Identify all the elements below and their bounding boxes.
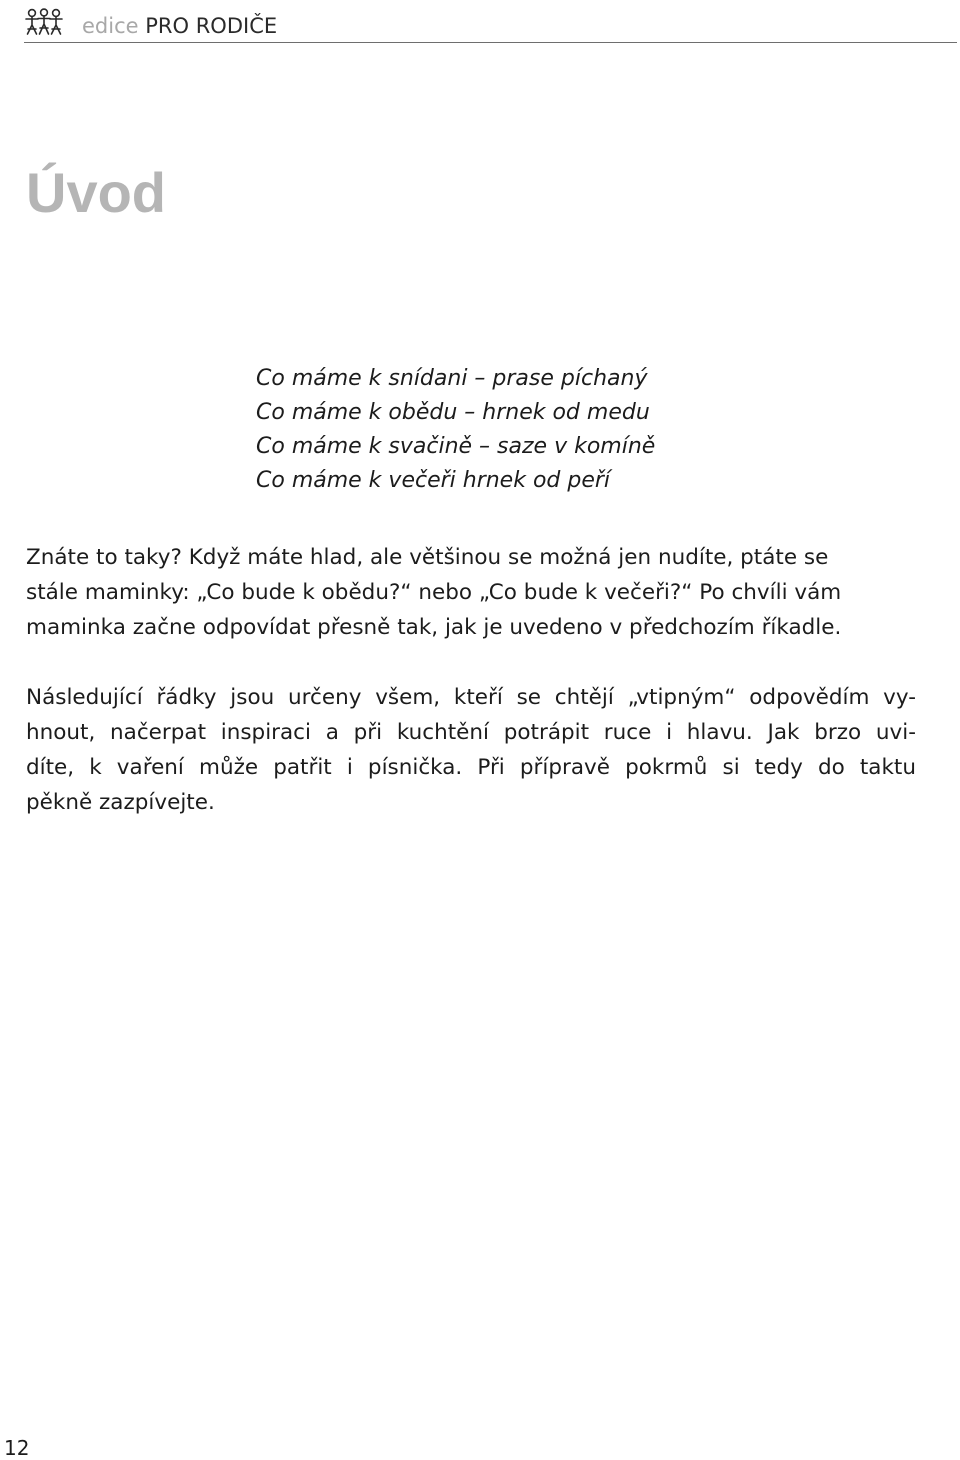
paragraph-line: maminka začne odpovídat přesně tak, jak je uvedeno v předchozím říkadle. <box>26 615 842 640</box>
paragraph-line: Následující řádky jsou určeny všem, kteří se chtějí „vtipným“ odpovědím vy- <box>26 685 916 710</box>
page-header <box>24 6 957 43</box>
rhyme-line: Co máme k svačině – saze v komíně <box>256 434 656 459</box>
second-paragraph <box>26 680 916 820</box>
rhyme-line: Co máme k obědu – hrnek od medu <box>256 400 650 425</box>
paragraph-line: pěkně zazpívejte. <box>26 790 215 815</box>
paragraph-line: Znáte to taky? Když máte hlad, ale většinou se možná jen nudíte, ptáte se <box>26 545 829 570</box>
paragraph-line: díte, k vaření může patřit i písnička. Při přípravě pokrmů si tedy do taktu <box>26 755 916 780</box>
page-number: 12 <box>4 1436 30 1460</box>
intro-paragraph <box>26 540 916 645</box>
children-logo-icon <box>24 8 64 36</box>
paragraph-line: hnout, načerpat inspiraci a při kuchtění potrápit ruce i hlavu. Jak brzo uvi- <box>26 720 916 745</box>
rhyme-line: Co máme k večeři hrnek od peří <box>256 468 611 493</box>
nursery-rhyme <box>256 362 655 498</box>
rhyme-line: Co máme k snídani – prase píchaný <box>256 366 648 391</box>
series-label <box>82 14 277 38</box>
paragraph-line: stále maminky: „Co bude k obědu?“ nebo „Co bude k večeři?“ Po chvíli vám <box>26 580 842 605</box>
series-name: PRO RODIČE <box>145 14 278 38</box>
chapter-title: Úvod <box>26 161 166 224</box>
series-prefix: edice <box>82 14 139 38</box>
